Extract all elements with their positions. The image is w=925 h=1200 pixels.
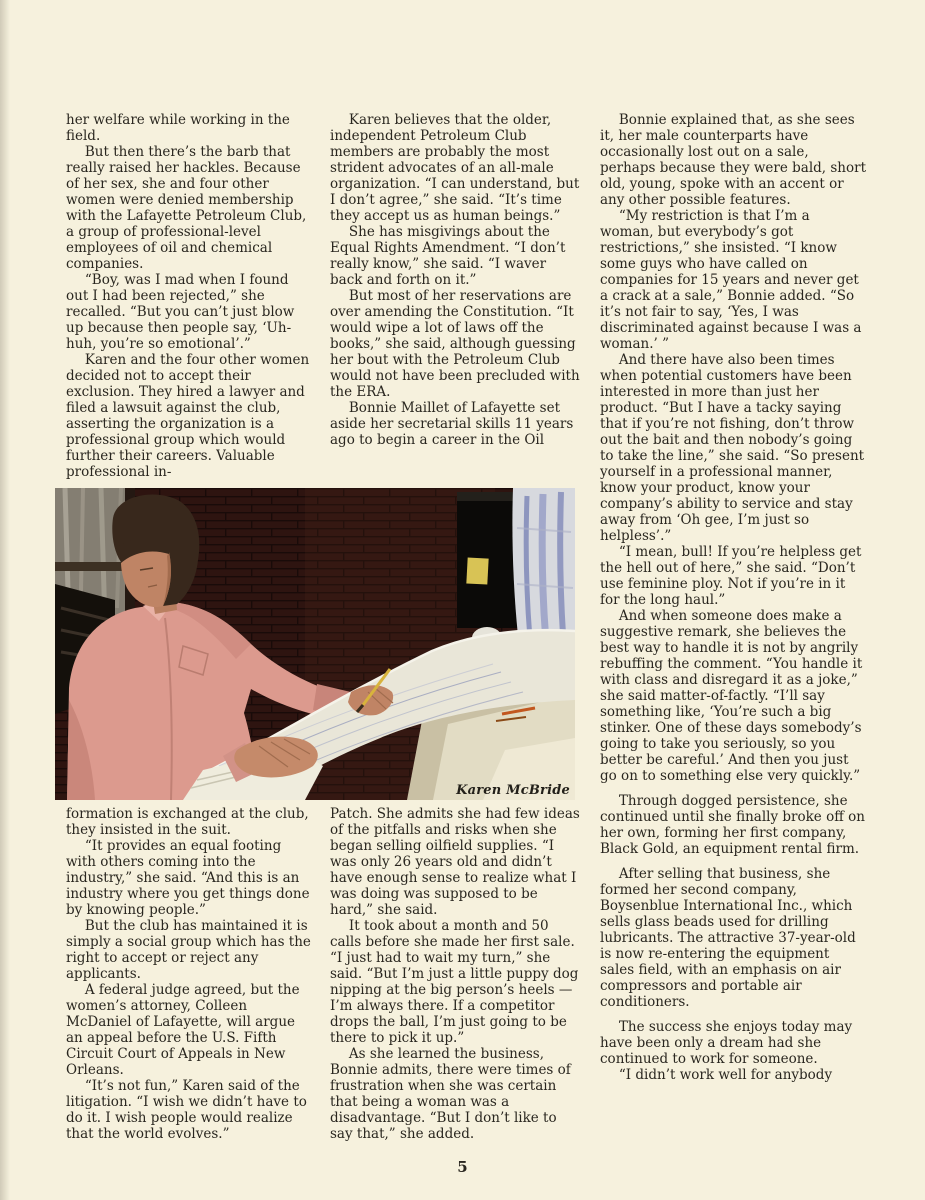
column-left-bottom — [66, 806, 314, 1142]
paragraph: formation is exchanged at the club, they insisted in the suit. — [66, 806, 309, 838]
paragraph: “I didn’t work well for anybody — [618, 1067, 833, 1083]
paragraph: And there have also been times when potential customers have been interested in more than just her product. “But I have a tacky saying that if you’re not fishing, don’t throw out the bait and then nobody’s going to take the line,” she said. “So present yourself in a professional manner, know your product, know your company’s ability to service and stay away from ‘Oh gee, I’m just so helpless’.” — [600, 352, 865, 544]
paragraph: Karen believes that the older, independent Petroleum Club members are probably the most strident advocates of an all-male organization. “I can understand, but I don’t agree,” she said. “It’s time they accept us as human beings.” — [330, 112, 580, 224]
paragraph: Bonnie explained that, as she sees it, her male counterparts have occasionally lost out on a sale, perhaps because they were bald, short old, young, spoke with an accent or any other possible features. — [600, 112, 866, 208]
paragraph: “My restriction is that I’m a woman, but everybody’s got restrictions,” she insisted. “I know some guys who have called on companies for 15 years and never get a crack at a sale,” Bonnie added. “So it’s not fair to say, ‘Yes, I was discriminated against because I was a woman.’ ” — [600, 208, 862, 352]
paragraph: The success she enjoys today may have been only a dream had she continued to work for someone. — [600, 1019, 853, 1067]
paragraph: “It provides an equal footing with others coming into the industry,” she said. “And this is an industry where you get things done by knowing people.” — [66, 838, 310, 918]
column-middle-top — [330, 112, 580, 448]
column-left-top — [66, 112, 314, 480]
photo-karen-mcbride — [55, 488, 575, 800]
photo-caption: Karen McBride — [456, 783, 570, 798]
page-number: 5 — [457, 1158, 468, 1176]
paragraph: “Boy, was I mad when I found out I had been rejected,” she recalled. “But you can’t just blow up because then people say, ‘Uh-huh, you’re so emotional’.” — [66, 272, 295, 352]
paragraph: “I mean, bull! If you’re helpless get the hell out of here,” she said. “Don’t use feminine ploy. Not if you’re in it for the long haul.” — [600, 544, 862, 608]
paragraph: It took about a month and 50 calls before she made her first sale. “I just had to wait my turn,” she said. “But I’m just a little puppy dog nipping at the big person’s heels — I’m always there. If a competitor drops the ball, I’m just going to be there to pick it up.” — [330, 918, 579, 1046]
paragraph: And when someone does make a suggestive remark, she believes the best way to handle it is not by angrily rebuffing the comment. “You handle it with class and disregard it as a joke,” she said matter-of-factly. “I’ll say something like, ‘You’re such a big stinker. One of these days somebody’s going to take you seriously, so you better be careful.’ And then you just go on to something else very quickly.” — [600, 608, 863, 784]
paragraph: Karen and the four other women decided not to accept their exclusion. They hired a lawyer and filed a lawsuit against the club, asserting the organization is a professional group which would further their careers. Valuable professional in- — [66, 352, 310, 480]
photo-illustration — [55, 488, 575, 800]
paragraph: A federal judge agreed, but the women’s attorney, Colleen McDaniel of Lafayette, will argue an appeal before the U.S. Fifth Circuit Court of Appeals in New Orleans. — [66, 982, 300, 1078]
paragraph: She has misgivings about the Equal Rights Amendment. “I don’t really know,” she said. “I waver back and forth on it.” — [330, 224, 566, 288]
paragraph: But the club has maintained it is simply a social group which has the right to accept or reject any applicants. — [66, 918, 311, 982]
paragraph: After selling that business, she formed her second company, Boysenblue International Inc., which sells glass beads used for drilling lubricants. The attractive 37-year-old is now re-entering the equipment sales field, with an emphasis on air compressors and portable air conditioners. — [600, 866, 856, 1010]
paragraph: Bonnie Maillet of Lafayette set aside her secretarial skills 11 years ago to begin a career in the Oil — [330, 400, 574, 448]
paragraph: her welfare while working in the field. — [66, 112, 290, 144]
paragraph: Patch. She admits she had few ideas of the pitfalls and risks when she began selling oilfield supplies. “I was only 26 years old and didn’t have enough sense to realize what I was doing was supposed to be hard,” she said. — [330, 806, 580, 918]
column-right — [600, 112, 866, 1083]
paragraph: “It’s not fun,” Karen said of the litigation. “I wish we didn’t have to do it. I wish people would realize that the world evolves.” — [66, 1078, 307, 1142]
paragraph: But then there’s the barb that really raised her hackles. Because of her sex, she and four other women were denied membership with the Lafayette Petroleum Club, a group of professional-level employees of oil and chemical companies. — [66, 144, 307, 272]
paragraph: But most of her reservations are over amending the Constitution. “It would wipe a lot of laws off the books,” she said, although guessing her bout with the Petroleum Club would not have been precluded with the ERA. — [330, 288, 580, 400]
paragraph: Through dogged persistence, she continued until she finally broke off on her own, forming her first company, Black Gold, an equipment rental firm. — [600, 793, 865, 857]
paragraph: As she learned the business, Bonnie admits, there were times of frustration when she was certain that being a woman was a disadvantage. “But I don’t like to say that,” she added. — [330, 1046, 571, 1142]
column-middle-bottom — [330, 806, 580, 1142]
page-edge-shade — [0, 0, 10, 1200]
